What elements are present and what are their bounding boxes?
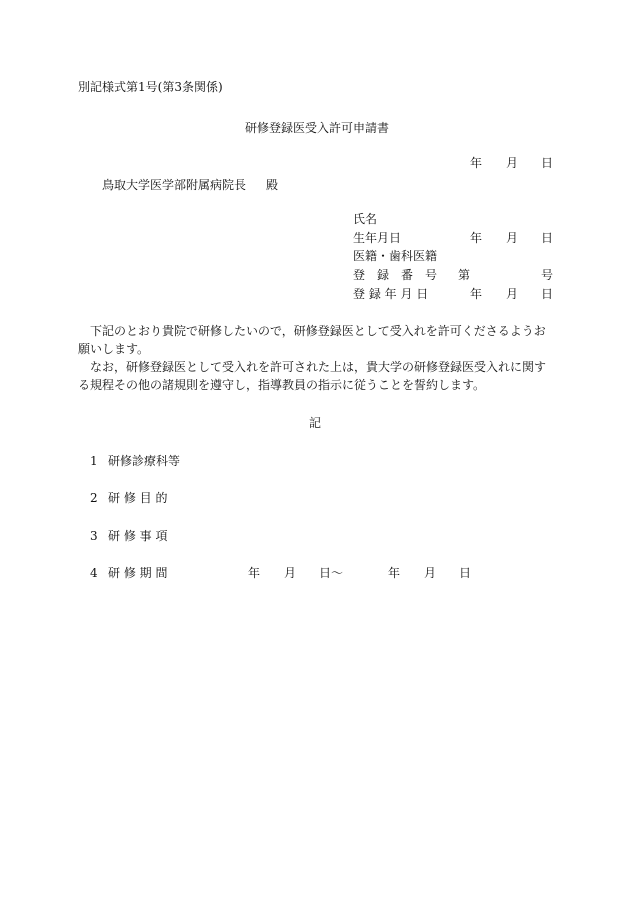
body-paragraph-2: なお，研修登録医として受入れを許可された上は，貴大学の研修登録医受入れに関する規程その他の諸規則を遵守し，指導教員の指示に従うことを誓約します。 [78, 360, 547, 392]
item-label: 研 修 目 的 [108, 491, 168, 505]
birth-year: 年 [470, 231, 483, 245]
birth-day: 日 [541, 231, 554, 245]
body-paragraph-1: 下記のとおり貴院で研修したいので，研修登録医として受入れを許可くださるようお願いします。 [78, 324, 546, 356]
period-year-from: 年 [248, 566, 261, 580]
item-label: 研 修 期 間 [108, 566, 168, 580]
item-number: 1 [90, 454, 98, 468]
date-day: 日 [541, 156, 554, 170]
item-label: 研 修 事 項 [108, 529, 168, 543]
document-title: 研修登録医受入許可申請書 [245, 121, 390, 135]
reg-number-label: 登 録 番 号 [353, 268, 438, 282]
form-id: 別記様式第1号(第3条関係) [78, 80, 223, 94]
ki-heading: 記 [309, 416, 322, 430]
item-number: 2 [90, 491, 98, 505]
period-day-from: 日～ [319, 566, 344, 580]
date-month: 月 [506, 156, 519, 170]
reg-month: 月 [506, 287, 519, 301]
applicant-name-label: 氏名 [353, 212, 378, 226]
reg-date-label: 登 録 年 月 日 [353, 287, 429, 301]
applicant-license-label: 医籍・歯科医籍 [353, 249, 438, 263]
reg-number-prefix: 第 [458, 268, 471, 282]
item-label: 研修診療科等 [108, 454, 181, 468]
period-month-from: 月 [284, 566, 297, 580]
period-day-to: 日 [459, 566, 472, 580]
addressee-name: 鳥取大学医学部附属病院長 [102, 178, 247, 192]
reg-number-suffix: 号 [541, 268, 554, 282]
reg-year: 年 [470, 287, 483, 301]
applicant-birth-label: 生年月日 [353, 231, 402, 245]
addressee-honorific: 殿 [266, 178, 279, 192]
reg-day: 日 [541, 287, 554, 301]
birth-month: 月 [506, 231, 519, 245]
item-number: 3 [90, 529, 98, 543]
date-year: 年 [470, 156, 483, 170]
period-year-to: 年 [388, 566, 401, 580]
period-month-to: 月 [424, 566, 437, 580]
item-number: 4 [90, 566, 98, 580]
